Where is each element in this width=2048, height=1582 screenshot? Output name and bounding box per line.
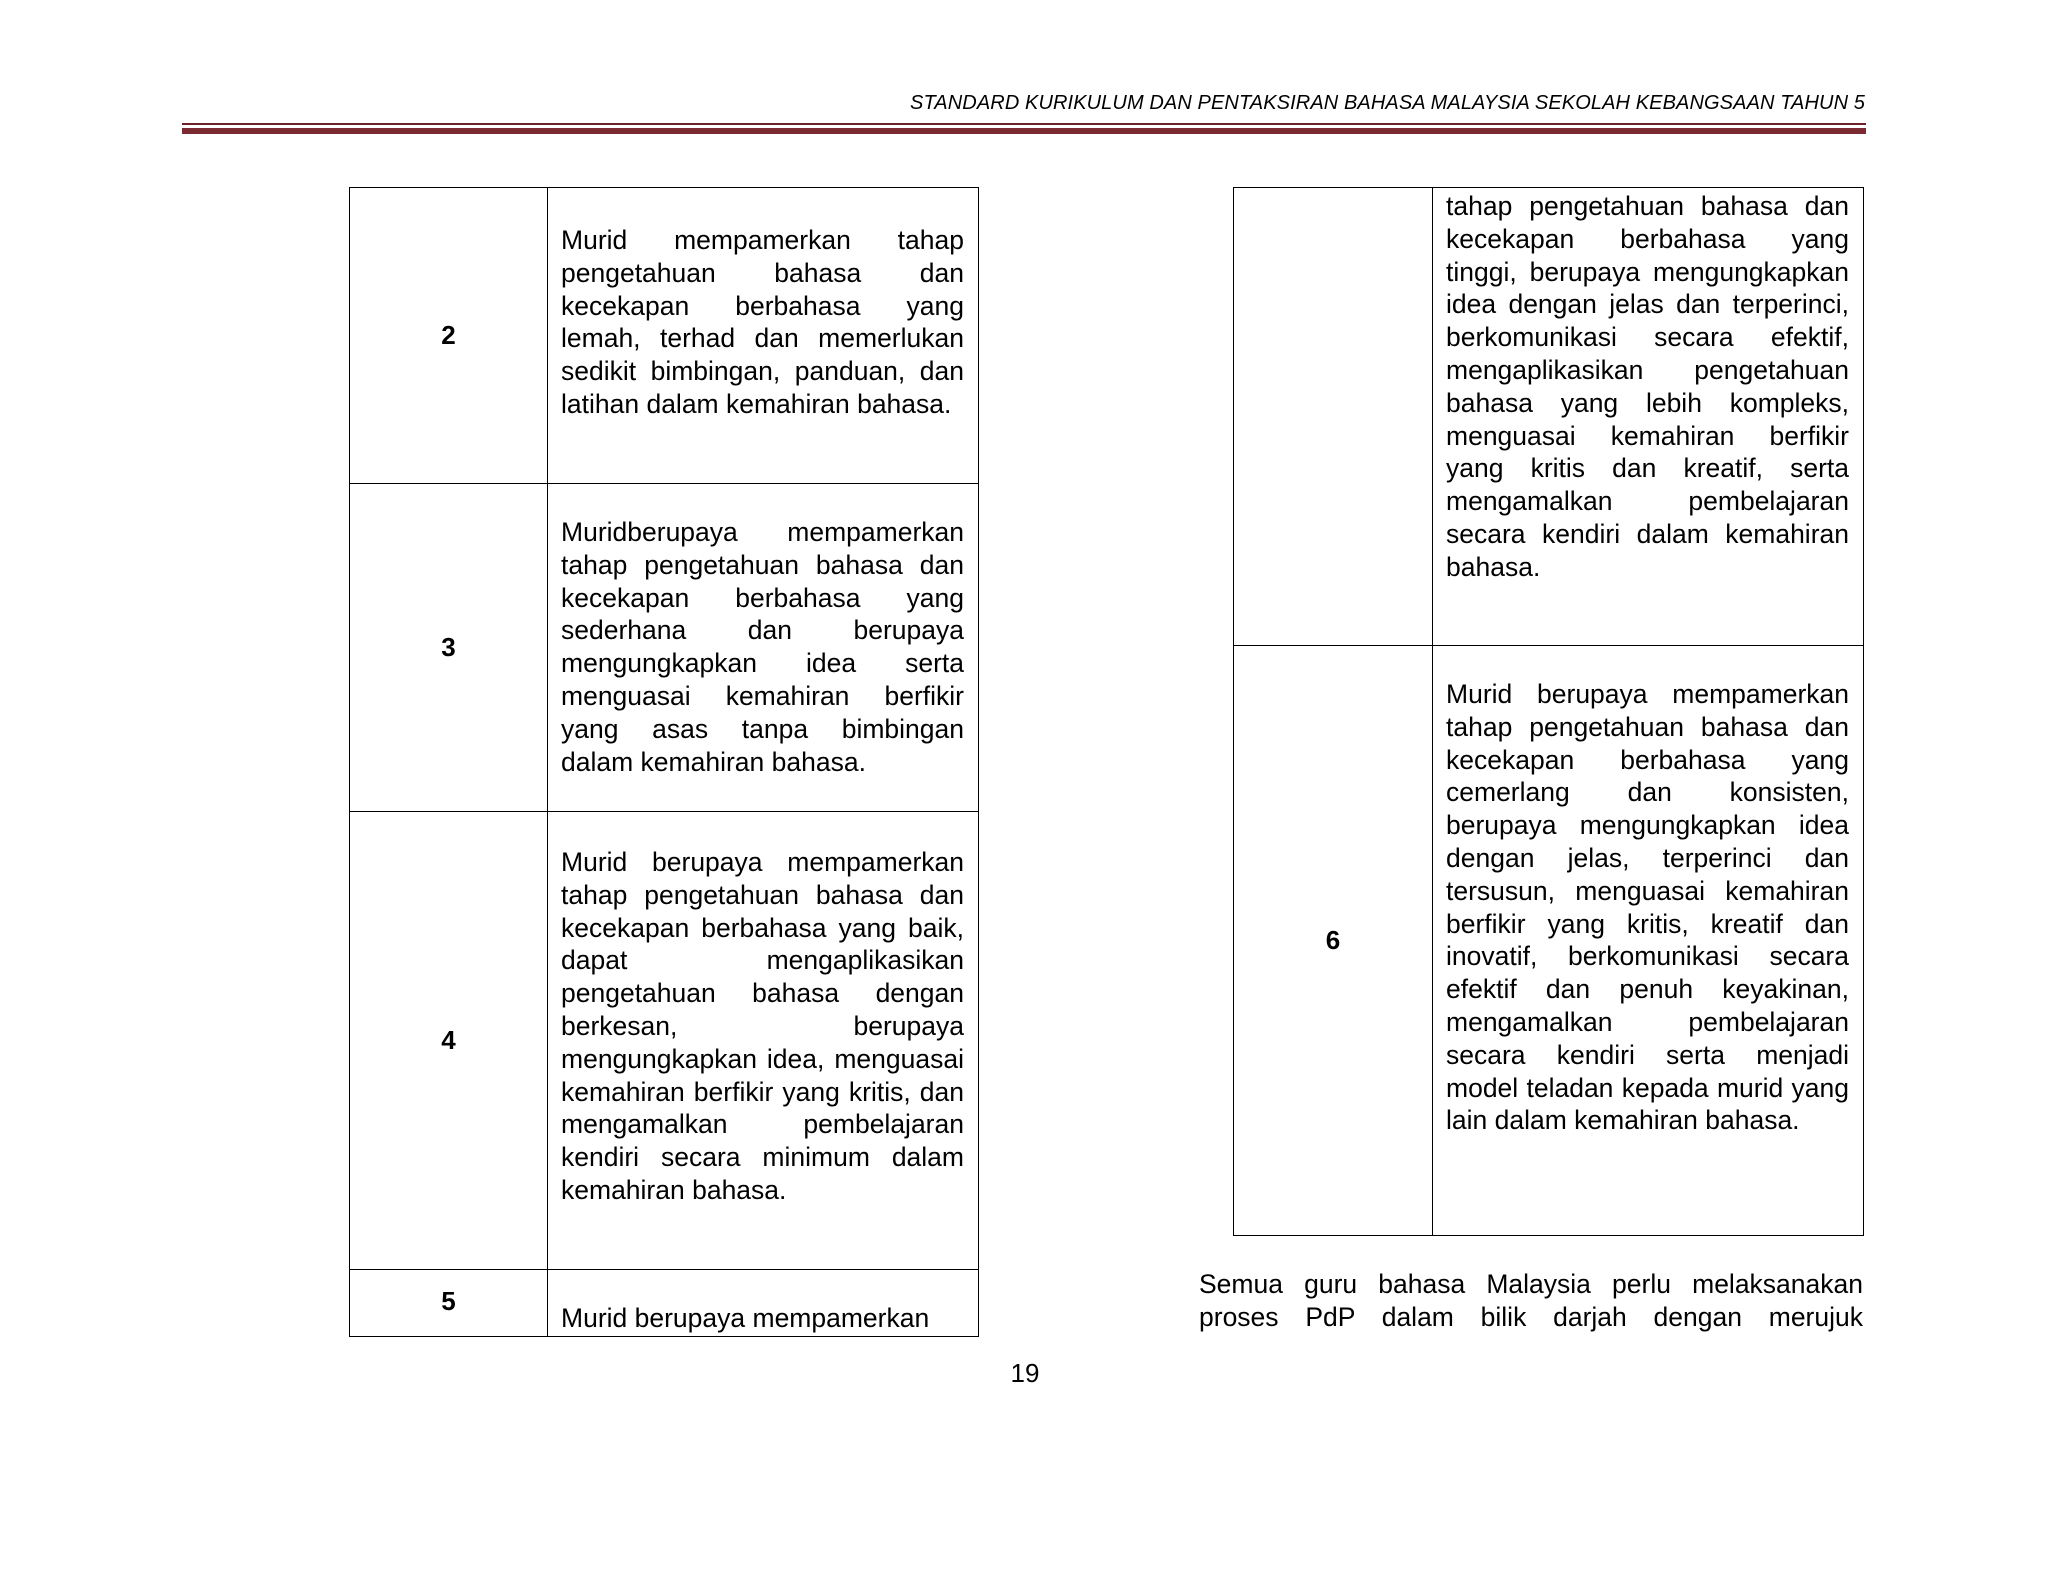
rubric-table-right (1233, 187, 1864, 1236)
level-description: Murid berupaya mempamerkan tahap pengetahuan bahasa dan kecekapan berbahasa yang baik, dapat mengaplikasikan pengetahuan bahasa dengan berkesan, berupaya mengungkapkan idea, menguasai kemahiran berfikir yang kritis, dan mengamalkan pembelajaran kendiri secara minimum dalam kemahiran bahasa. (561, 847, 964, 1205)
document-header-title: STANDARD KURIKULUM DAN PENTAKSIRAN BAHASA MALAYSIA SEKOLAH KEBANGSAAN TAHUN 5 (910, 92, 1865, 114)
header-rule-thin (182, 123, 1866, 125)
level-cell (1234, 646, 1433, 1236)
level-description: Muridberupaya mempamerkan tahap pengetahuan bahasa dan kecekapan berbahasa yang sederhana dan berupaya mengungkapkan idea serta menguasai kemahiran berfikir yang asas tanpa bimbingan dalam kemahiran bahasa. (561, 517, 964, 777)
level-description: Murid berupaya mempamerkan tahap pengetahuan bahasa dan kecekapan berbahasa yang cemerlang dan konsisten, berupaya mengungkapkan idea dengan jelas, terperinci dan tersusun, menguasai kemahiran berfikir yang kritis, kreatif dan inovatif, berkomunikasi secara efektif dan penuh keyakinan, mengamalkan pembelajaran secara kendiri serta menjadi model teladan kepada murid yang lain dalam kemahiran bahasa. (1446, 679, 1849, 1136)
description-cell (548, 812, 979, 1270)
level-cell (350, 812, 548, 1270)
level-description: tahap pengetahuan bahasa dan kecekapan berbahasa yang tinggi, berupaya mengungkapkan idea dengan jelas dan terperinci, berkomunikasi secara efektif, mengaplikasikan pengetahuan bahasa yang lebih kompleks, menguasai kemahiran berfikir yang kritis dan kreatif, serta mengamalkan pembelajaran secara kendiri dalam kemahiran bahasa. (1446, 191, 1849, 582)
description-cell (1433, 188, 1864, 646)
rubric-table-left (349, 187, 979, 1337)
level-description: Murid mempamerkan tahap pengetahuan bahasa dan kecekapan berbahasa yang lemah, terhad dan memerlukan sedikit bimbingan, panduan, dan latihan dalam kemahiran bahasa. (561, 225, 964, 419)
level-cell (1234, 188, 1433, 646)
level-description: Murid berupaya mempamerkan (561, 1303, 930, 1333)
table-row (1234, 646, 1864, 1236)
description-cell (1433, 646, 1864, 1236)
body-paragraph: Semua guru bahasa Malaysia perlu melaksanakan proses PdP dalam bilik darjah dengan merujuk (1199, 1269, 1863, 1332)
description-cell (548, 484, 979, 812)
level-number: 4 (441, 1025, 456, 1055)
level-number: 6 (1325, 925, 1341, 955)
description-cell (548, 1270, 979, 1337)
level-cell (350, 484, 548, 812)
level-number: 2 (441, 320, 456, 350)
table-row (350, 484, 979, 812)
description-cell (548, 188, 979, 484)
level-number: 3 (441, 632, 456, 662)
table-row (1234, 188, 1864, 646)
header-rule-thick (182, 128, 1866, 134)
table-row (350, 1270, 979, 1337)
page-number: 19 (1010, 1358, 1040, 1388)
level-cell (350, 188, 548, 484)
table-row (350, 812, 979, 1270)
table-row (350, 188, 979, 484)
level-number: 5 (441, 1286, 456, 1316)
level-cell (350, 1270, 548, 1337)
